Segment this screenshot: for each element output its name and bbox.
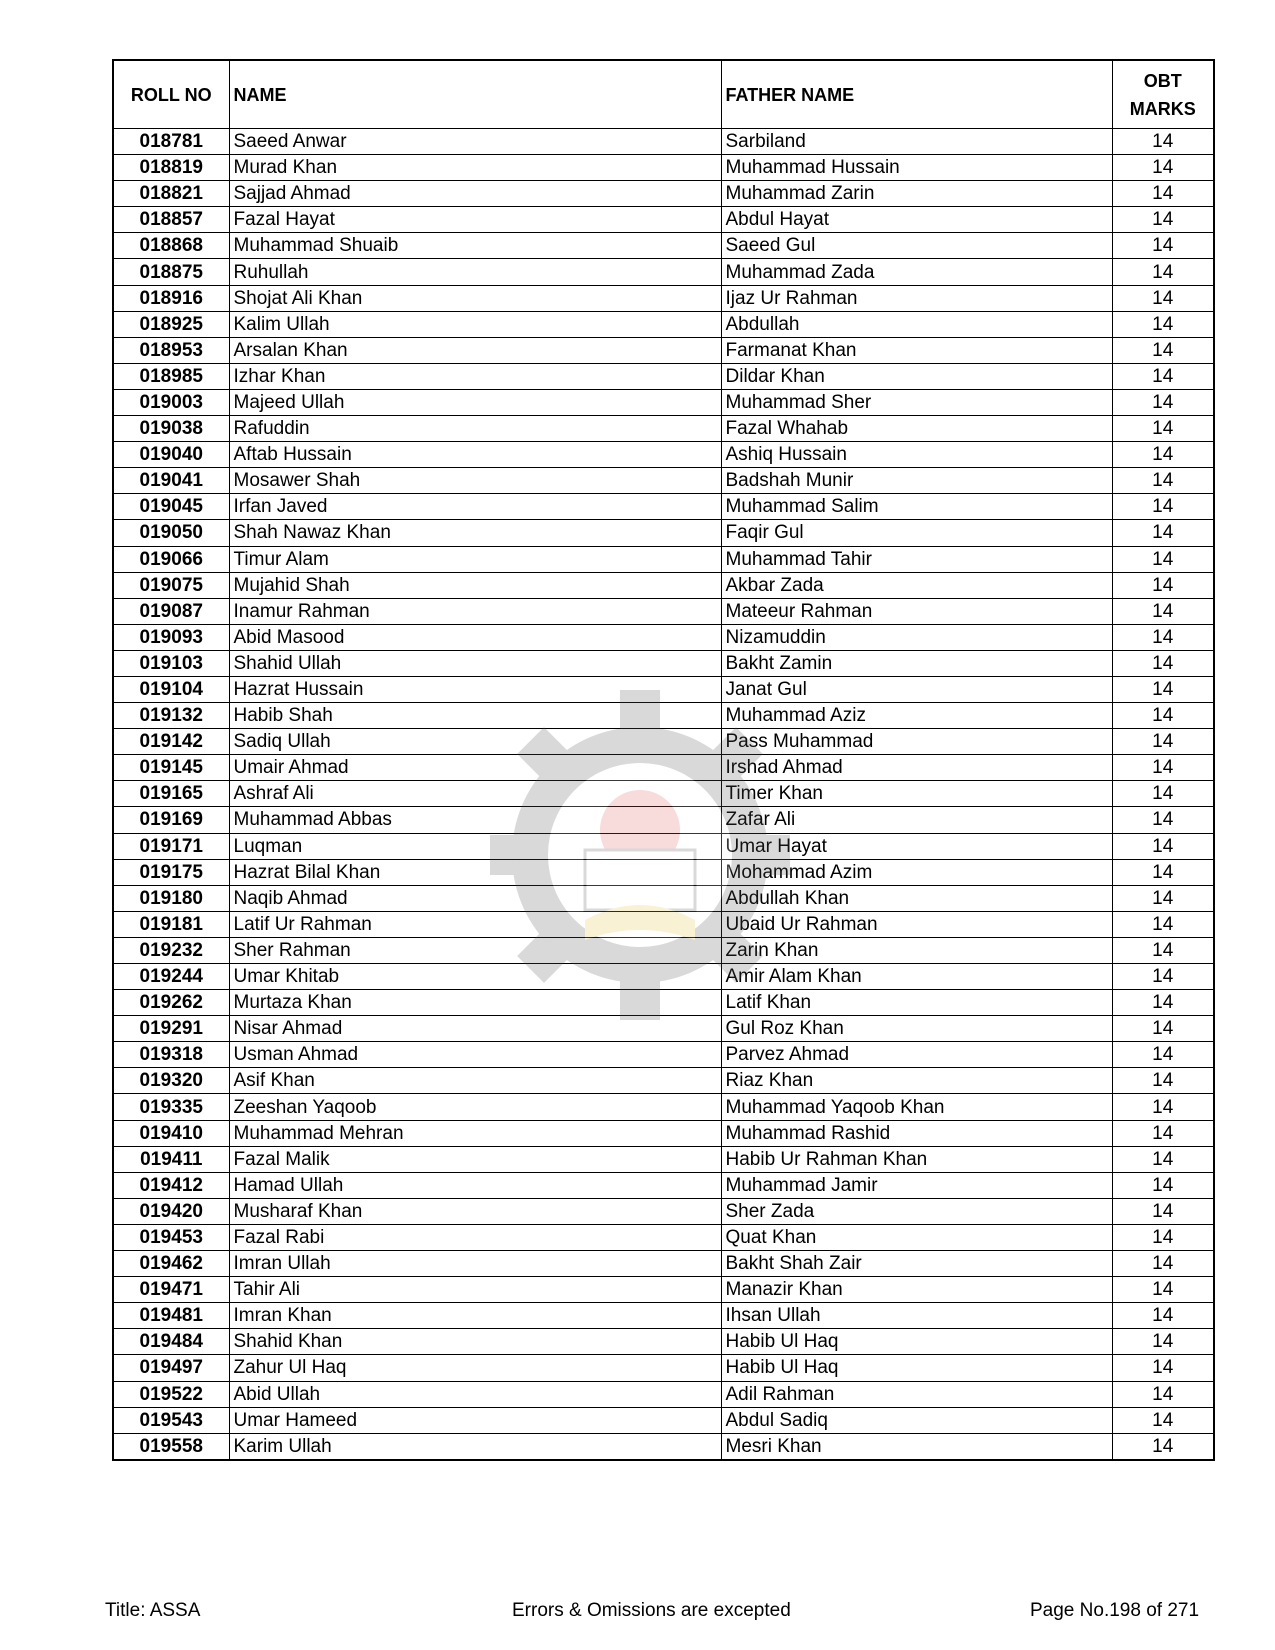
father-name-cell: Timer Khan bbox=[721, 781, 1112, 807]
father-name-cell: Muhammad Sher bbox=[721, 389, 1112, 415]
table-row bbox=[113, 1120, 1214, 1146]
father-name-cell: Muhammad Zada bbox=[721, 259, 1112, 285]
table-row bbox=[113, 964, 1214, 990]
obt-marks-cell: 14 bbox=[1112, 859, 1214, 885]
obt-marks-cell: 14 bbox=[1112, 1355, 1214, 1381]
name-cell: Luqman bbox=[229, 833, 721, 859]
father-name-cell: Umar Hayat bbox=[721, 833, 1112, 859]
table-row bbox=[113, 1068, 1214, 1094]
table-row bbox=[113, 129, 1214, 155]
obt-marks-cell: 14 bbox=[1112, 755, 1214, 781]
obt-marks-cell: 14 bbox=[1112, 285, 1214, 311]
table-row bbox=[113, 337, 1214, 363]
obt-marks-cell: 14 bbox=[1112, 337, 1214, 363]
obt-marks-cell: 14 bbox=[1112, 1433, 1214, 1460]
roll-no-cell: 018985 bbox=[113, 363, 229, 389]
table-row bbox=[113, 363, 1214, 389]
name-cell: Hazrat Hussain bbox=[229, 676, 721, 702]
roll-no-cell: 018925 bbox=[113, 311, 229, 337]
table-row bbox=[113, 729, 1214, 755]
name-cell: Mujahid Shah bbox=[229, 572, 721, 598]
father-name-cell: Irshad Ahmad bbox=[721, 755, 1112, 781]
obt-marks-cell: 14 bbox=[1112, 937, 1214, 963]
table-row bbox=[113, 703, 1214, 729]
obt-marks-cell: 14 bbox=[1112, 703, 1214, 729]
name-cell: Habib Shah bbox=[229, 703, 721, 729]
table-row bbox=[113, 1146, 1214, 1172]
table-row bbox=[113, 468, 1214, 494]
name-cell: Timur Alam bbox=[229, 546, 721, 572]
table-row bbox=[113, 624, 1214, 650]
father-name-cell: Manazir Khan bbox=[721, 1277, 1112, 1303]
father-name-cell: Parvez Ahmad bbox=[721, 1042, 1112, 1068]
father-name-cell: Zafar Ali bbox=[721, 807, 1112, 833]
roll-no-cell: 019040 bbox=[113, 442, 229, 468]
obt-marks-cell: 14 bbox=[1112, 494, 1214, 520]
father-name-cell: Mateeur Rahman bbox=[721, 598, 1112, 624]
table-row bbox=[113, 520, 1214, 546]
name-cell: Shojat Ali Khan bbox=[229, 285, 721, 311]
father-name-cell: Janat Gul bbox=[721, 676, 1112, 702]
name-cell: Shahid Ullah bbox=[229, 650, 721, 676]
roll-no-cell: 019522 bbox=[113, 1381, 229, 1407]
father-name-cell: Farmanat Khan bbox=[721, 337, 1112, 363]
roll-no-cell: 019171 bbox=[113, 833, 229, 859]
father-name-cell: Gul Roz Khan bbox=[721, 1016, 1112, 1042]
father-name-cell: Mesri Khan bbox=[721, 1433, 1112, 1460]
father-name-cell: Zarin Khan bbox=[721, 937, 1112, 963]
table-row bbox=[113, 1355, 1214, 1381]
obt-marks-cell: 14 bbox=[1112, 207, 1214, 233]
name-cell: Irfan Javed bbox=[229, 494, 721, 520]
roll-no-cell: 018819 bbox=[113, 155, 229, 181]
table-row bbox=[113, 598, 1214, 624]
roll-no-cell: 018821 bbox=[113, 181, 229, 207]
father-name-cell: Abdul Sadiq bbox=[721, 1407, 1112, 1433]
table-row bbox=[113, 1198, 1214, 1224]
obt-marks-cell: 14 bbox=[1112, 807, 1214, 833]
father-name-header: FATHER NAME bbox=[721, 60, 1112, 129]
roll-no-cell: 019262 bbox=[113, 990, 229, 1016]
roll-no-cell: 019232 bbox=[113, 937, 229, 963]
obt-marks-cell: 14 bbox=[1112, 363, 1214, 389]
table-row bbox=[113, 937, 1214, 963]
obt-marks-cell: 14 bbox=[1112, 676, 1214, 702]
father-name-cell: Mohammad Azim bbox=[721, 859, 1112, 885]
roll-no-cell: 019093 bbox=[113, 624, 229, 650]
father-name-cell: Ihsan Ullah bbox=[721, 1303, 1112, 1329]
roll-no-cell: 019318 bbox=[113, 1042, 229, 1068]
roll-no-cell: 019420 bbox=[113, 1198, 229, 1224]
roll-no-cell: 019050 bbox=[113, 520, 229, 546]
name-cell: Karim Ullah bbox=[229, 1433, 721, 1460]
father-name-cell: Sher Zada bbox=[721, 1198, 1112, 1224]
table-row bbox=[113, 859, 1214, 885]
roll-no-cell: 019180 bbox=[113, 885, 229, 911]
roll-no-cell: 019484 bbox=[113, 1329, 229, 1355]
father-name-cell: Badshah Munir bbox=[721, 468, 1112, 494]
name-cell: Nisar Ahmad bbox=[229, 1016, 721, 1042]
roll-no-cell: 019066 bbox=[113, 546, 229, 572]
father-name-cell: Nizamuddin bbox=[721, 624, 1112, 650]
obt-marks-cell: 14 bbox=[1112, 129, 1214, 155]
name-cell: Sadiq Ullah bbox=[229, 729, 721, 755]
obt-marks-cell: 14 bbox=[1112, 598, 1214, 624]
roll-no-cell: 019045 bbox=[113, 494, 229, 520]
table-row bbox=[113, 676, 1214, 702]
obt-marks-cell: 14 bbox=[1112, 1120, 1214, 1146]
name-cell: Hamad Ullah bbox=[229, 1172, 721, 1198]
father-name-cell: Muhammad Jamir bbox=[721, 1172, 1112, 1198]
roll-no-cell: 018868 bbox=[113, 233, 229, 259]
table-row bbox=[113, 807, 1214, 833]
father-name-cell: Ijaz Ur Rahman bbox=[721, 285, 1112, 311]
table-row bbox=[113, 155, 1214, 181]
father-name-cell: Amir Alam Khan bbox=[721, 964, 1112, 990]
obt-marks-cell: 14 bbox=[1112, 1277, 1214, 1303]
father-name-cell: Habib Ul Haq bbox=[721, 1355, 1112, 1381]
table-row bbox=[113, 181, 1214, 207]
table-row bbox=[113, 1172, 1214, 1198]
results-table bbox=[112, 59, 1215, 1461]
table-row bbox=[113, 494, 1214, 520]
roll-no-cell: 019181 bbox=[113, 911, 229, 937]
obt-marks-cell: 14 bbox=[1112, 911, 1214, 937]
father-name-cell: Akbar Zada bbox=[721, 572, 1112, 598]
father-name-cell: Ubaid Ur Rahman bbox=[721, 911, 1112, 937]
name-cell: Rafuddin bbox=[229, 416, 721, 442]
table-row bbox=[113, 1094, 1214, 1120]
name-cell: Abid Masood bbox=[229, 624, 721, 650]
roll-no-cell: 019497 bbox=[113, 1355, 229, 1381]
roll-no-cell: 019481 bbox=[113, 1303, 229, 1329]
table-row bbox=[113, 1224, 1214, 1250]
table-row bbox=[113, 1303, 1214, 1329]
table-row bbox=[113, 259, 1214, 285]
roll-no-cell: 019320 bbox=[113, 1068, 229, 1094]
table-row bbox=[113, 781, 1214, 807]
header-row bbox=[113, 60, 1214, 129]
roll-no-cell: 018857 bbox=[113, 207, 229, 233]
name-cell: Musharaf Khan bbox=[229, 1198, 721, 1224]
father-name-cell: Muhammad Yaqoob Khan bbox=[721, 1094, 1112, 1120]
roll-no-cell: 019411 bbox=[113, 1146, 229, 1172]
name-cell: Asif Khan bbox=[229, 1068, 721, 1094]
table-row bbox=[113, 990, 1214, 1016]
table-row bbox=[113, 650, 1214, 676]
name-cell: Arsalan Khan bbox=[229, 337, 721, 363]
father-name-cell: Sarbiland bbox=[721, 129, 1112, 155]
father-name-cell: Habib Ul Haq bbox=[721, 1329, 1112, 1355]
name-cell: Inamur Rahman bbox=[229, 598, 721, 624]
father-name-cell: Faqir Gul bbox=[721, 520, 1112, 546]
father-name-cell: Saeed Gul bbox=[721, 233, 1112, 259]
table-row bbox=[113, 416, 1214, 442]
name-cell: Fazal Rabi bbox=[229, 1224, 721, 1250]
table-row bbox=[113, 1329, 1214, 1355]
obt-marks-header bbox=[1112, 60, 1214, 129]
father-name-cell: Bakht Zamin bbox=[721, 650, 1112, 676]
father-name-cell: Muhammad Zarin bbox=[721, 181, 1112, 207]
father-name-cell: Fazal Whahab bbox=[721, 416, 1112, 442]
roll-no-cell: 019038 bbox=[113, 416, 229, 442]
table-row bbox=[113, 233, 1214, 259]
roll-no-cell: 018916 bbox=[113, 285, 229, 311]
father-name-cell: Abdul Hayat bbox=[721, 207, 1112, 233]
roll-no-cell: 019169 bbox=[113, 807, 229, 833]
name-cell: Muhammad Mehran bbox=[229, 1120, 721, 1146]
roll-no-cell: 019104 bbox=[113, 676, 229, 702]
obt-marks-cell: 14 bbox=[1112, 990, 1214, 1016]
name-cell: Imran Khan bbox=[229, 1303, 721, 1329]
name-cell: Umair Ahmad bbox=[229, 755, 721, 781]
obt-marks-cell: 14 bbox=[1112, 1329, 1214, 1355]
name-cell: Majeed Ullah bbox=[229, 389, 721, 415]
name-cell: Aftab Hussain bbox=[229, 442, 721, 468]
roll-no-cell: 019003 bbox=[113, 389, 229, 415]
table-row bbox=[113, 755, 1214, 781]
name-cell: Muhammad Abbas bbox=[229, 807, 721, 833]
father-name-cell: Bakht Shah Zair bbox=[721, 1251, 1112, 1277]
roll-no-cell: 019410 bbox=[113, 1120, 229, 1146]
roll-no-cell: 019132 bbox=[113, 703, 229, 729]
name-cell: Murad Khan bbox=[229, 155, 721, 181]
obt-marks-cell: 14 bbox=[1112, 1198, 1214, 1224]
table-row bbox=[113, 546, 1214, 572]
footer-title: Title: ASSA bbox=[105, 1600, 201, 1621]
roll-no-cell: 019453 bbox=[113, 1224, 229, 1250]
name-cell: Fazal Malik bbox=[229, 1146, 721, 1172]
table-row bbox=[113, 1277, 1214, 1303]
father-name-cell: Ashiq Hussain bbox=[721, 442, 1112, 468]
name-cell: Tahir Ali bbox=[229, 1277, 721, 1303]
obt-marks-header-line1: OBT bbox=[1143, 70, 1182, 91]
table-row bbox=[113, 1407, 1214, 1433]
name-cell: Shah Nawaz Khan bbox=[229, 520, 721, 546]
father-name-cell: Muhammad Hussain bbox=[721, 155, 1112, 181]
obt-marks-cell: 14 bbox=[1112, 781, 1214, 807]
father-name-cell: Muhammad Rashid bbox=[721, 1120, 1112, 1146]
roll-no-cell: 018875 bbox=[113, 259, 229, 285]
name-cell: Hazrat Bilal Khan bbox=[229, 859, 721, 885]
name-cell: Muhammad Shuaib bbox=[229, 233, 721, 259]
roll-no-cell: 019075 bbox=[113, 572, 229, 598]
results-table-body bbox=[113, 129, 1214, 1460]
obt-marks-cell: 14 bbox=[1112, 650, 1214, 676]
obt-marks-cell: 14 bbox=[1112, 833, 1214, 859]
roll-no-cell: 019412 bbox=[113, 1172, 229, 1198]
obt-marks-cell: 14 bbox=[1112, 1068, 1214, 1094]
roll-no-cell: 019244 bbox=[113, 964, 229, 990]
table-row bbox=[113, 572, 1214, 598]
roll-no-cell: 019103 bbox=[113, 650, 229, 676]
roll-no-cell: 019462 bbox=[113, 1251, 229, 1277]
name-cell: Zeeshan Yaqoob bbox=[229, 1094, 721, 1120]
name-cell: Latif Ur Rahman bbox=[229, 911, 721, 937]
name-cell: Sajjad Ahmad bbox=[229, 181, 721, 207]
name-cell: Ruhullah bbox=[229, 259, 721, 285]
name-cell: Usman Ahmad bbox=[229, 1042, 721, 1068]
father-name-cell: Quat Khan bbox=[721, 1224, 1112, 1250]
obt-marks-cell: 14 bbox=[1112, 233, 1214, 259]
name-cell: Zahur Ul Haq bbox=[229, 1355, 721, 1381]
roll-no-header: ROLL NO bbox=[113, 60, 229, 129]
roll-no-cell: 019175 bbox=[113, 859, 229, 885]
page-footer bbox=[0, 1600, 1275, 1630]
roll-no-cell: 019142 bbox=[113, 729, 229, 755]
name-cell: Ashraf Ali bbox=[229, 781, 721, 807]
obt-marks-cell: 14 bbox=[1112, 729, 1214, 755]
father-name-cell: Dildar Khan bbox=[721, 363, 1112, 389]
obt-marks-cell: 14 bbox=[1112, 1042, 1214, 1068]
footer-disclaimer: Errors & Omissions are excepted bbox=[512, 1600, 791, 1621]
obt-marks-cell: 14 bbox=[1112, 1016, 1214, 1042]
obt-marks-cell: 14 bbox=[1112, 1146, 1214, 1172]
obt-marks-cell: 14 bbox=[1112, 1381, 1214, 1407]
obt-marks-cell: 14 bbox=[1112, 964, 1214, 990]
obt-marks-cell: 14 bbox=[1112, 259, 1214, 285]
roll-no-cell: 019087 bbox=[113, 598, 229, 624]
roll-no-cell: 019041 bbox=[113, 468, 229, 494]
father-name-cell: Habib Ur Rahman Khan bbox=[721, 1146, 1112, 1172]
table-row bbox=[113, 389, 1214, 415]
obt-marks-cell: 14 bbox=[1112, 442, 1214, 468]
roll-no-cell: 019165 bbox=[113, 781, 229, 807]
obt-marks-cell: 14 bbox=[1112, 1094, 1214, 1120]
obt-marks-cell: 14 bbox=[1112, 1251, 1214, 1277]
father-name-cell: Muhammad Aziz bbox=[721, 703, 1112, 729]
obt-marks-cell: 14 bbox=[1112, 1303, 1214, 1329]
father-name-cell: Abdullah Khan bbox=[721, 885, 1112, 911]
roll-no-cell: 018781 bbox=[113, 129, 229, 155]
obt-marks-cell: 14 bbox=[1112, 624, 1214, 650]
name-cell: Saeed Anwar bbox=[229, 129, 721, 155]
name-cell: Sher Rahman bbox=[229, 937, 721, 963]
obt-marks-cell: 14 bbox=[1112, 1224, 1214, 1250]
name-cell: Shahid Khan bbox=[229, 1329, 721, 1355]
father-name-cell: Abdullah bbox=[721, 311, 1112, 337]
name-cell: Mosawer Shah bbox=[229, 468, 721, 494]
obt-marks-cell: 14 bbox=[1112, 155, 1214, 181]
name-cell: Naqib Ahmad bbox=[229, 885, 721, 911]
table-row bbox=[113, 1381, 1214, 1407]
name-cell: Murtaza Khan bbox=[229, 990, 721, 1016]
roll-no-cell: 019291 bbox=[113, 1016, 229, 1042]
father-name-cell: Adil Rahman bbox=[721, 1381, 1112, 1407]
table-row bbox=[113, 833, 1214, 859]
table-row bbox=[113, 442, 1214, 468]
obt-marks-cell: 14 bbox=[1112, 468, 1214, 494]
table-row bbox=[113, 1251, 1214, 1277]
roll-no-cell: 019335 bbox=[113, 1094, 229, 1120]
obt-marks-cell: 14 bbox=[1112, 311, 1214, 337]
name-header: NAME bbox=[229, 60, 721, 129]
table-row bbox=[113, 1433, 1214, 1460]
roll-no-cell: 019145 bbox=[113, 755, 229, 781]
name-cell: Kalim Ullah bbox=[229, 311, 721, 337]
table-row bbox=[113, 285, 1214, 311]
table-row bbox=[113, 1042, 1214, 1068]
obt-marks-cell: 14 bbox=[1112, 546, 1214, 572]
obt-marks-cell: 14 bbox=[1112, 389, 1214, 415]
table-row bbox=[113, 885, 1214, 911]
roll-no-cell: 019558 bbox=[113, 1433, 229, 1460]
obt-marks-cell: 14 bbox=[1112, 885, 1214, 911]
name-cell: Umar Hameed bbox=[229, 1407, 721, 1433]
father-name-cell: Latif Khan bbox=[721, 990, 1112, 1016]
table-row bbox=[113, 207, 1214, 233]
table-row bbox=[113, 1016, 1214, 1042]
name-cell: Imran Ullah bbox=[229, 1251, 721, 1277]
footer-page-number: Page No.198 of 271 bbox=[1030, 1600, 1200, 1621]
roll-no-cell: 019543 bbox=[113, 1407, 229, 1433]
obt-marks-cell: 14 bbox=[1112, 181, 1214, 207]
name-cell: Izhar Khan bbox=[229, 363, 721, 389]
name-cell: Umar Khitab bbox=[229, 964, 721, 990]
name-cell: Abid Ullah bbox=[229, 1381, 721, 1407]
obt-marks-cell: 14 bbox=[1112, 416, 1214, 442]
father-name-cell: Muhammad Tahir bbox=[721, 546, 1112, 572]
obt-marks-cell: 14 bbox=[1112, 572, 1214, 598]
obt-marks-cell: 14 bbox=[1112, 1172, 1214, 1198]
table-row bbox=[113, 311, 1214, 337]
obt-marks-cell: 14 bbox=[1112, 520, 1214, 546]
name-cell: Fazal Hayat bbox=[229, 207, 721, 233]
roll-no-cell: 019471 bbox=[113, 1277, 229, 1303]
obt-marks-cell: 14 bbox=[1112, 1407, 1214, 1433]
father-name-cell: Riaz Khan bbox=[721, 1068, 1112, 1094]
obt-marks-header-line2: MARKS bbox=[1129, 98, 1196, 119]
father-name-cell: Muhammad Salim bbox=[721, 494, 1112, 520]
table-row bbox=[113, 911, 1214, 937]
roll-no-cell: 018953 bbox=[113, 337, 229, 363]
father-name-cell: Pass Muhammad bbox=[721, 729, 1112, 755]
